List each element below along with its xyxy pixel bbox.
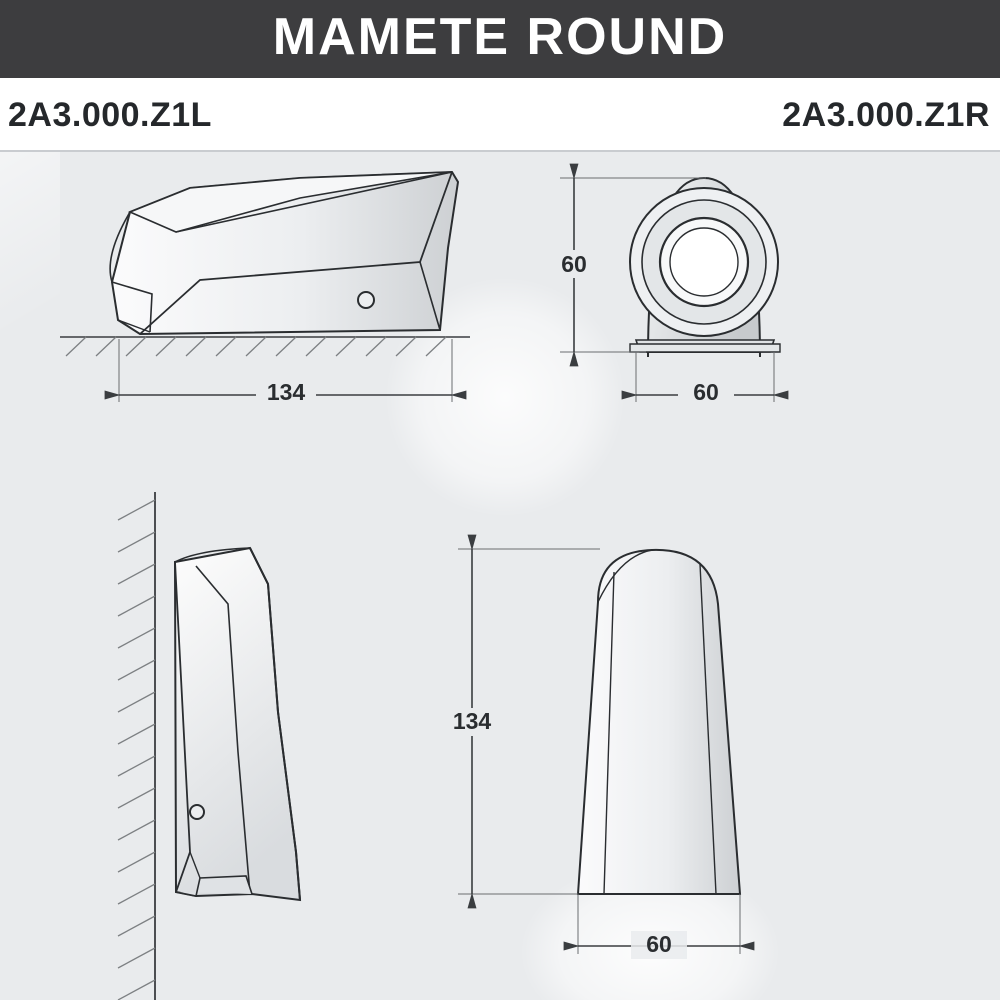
dimension-label-134-bottom: 134 [452, 708, 492, 734]
page-title: MAMETE ROUND [272, 8, 728, 66]
product-title-bar [0, 0, 1000, 78]
fixing-hole-wall-view [190, 805, 204, 819]
dimension-label-60-horizontal-bottom: 60 [646, 931, 672, 957]
fixing-hole [358, 292, 374, 308]
dimension-label-60-vertical: 60 [561, 251, 587, 277]
dimension-134-vertical [440, 549, 600, 894]
dimension-label-134-top: 134 [266, 379, 306, 405]
view-wall-mounted [118, 492, 300, 1000]
product-code-left: 2A3.000.Z1L [8, 96, 212, 134]
product-code-right: 2A3.000.Z1R [782, 96, 990, 134]
technical-drawing-area [0, 152, 1000, 1000]
dimension-label-60-horizontal-top: 60 [693, 379, 719, 405]
dimension-60-horizontal [636, 352, 774, 408]
product-code-bar [0, 78, 1000, 152]
